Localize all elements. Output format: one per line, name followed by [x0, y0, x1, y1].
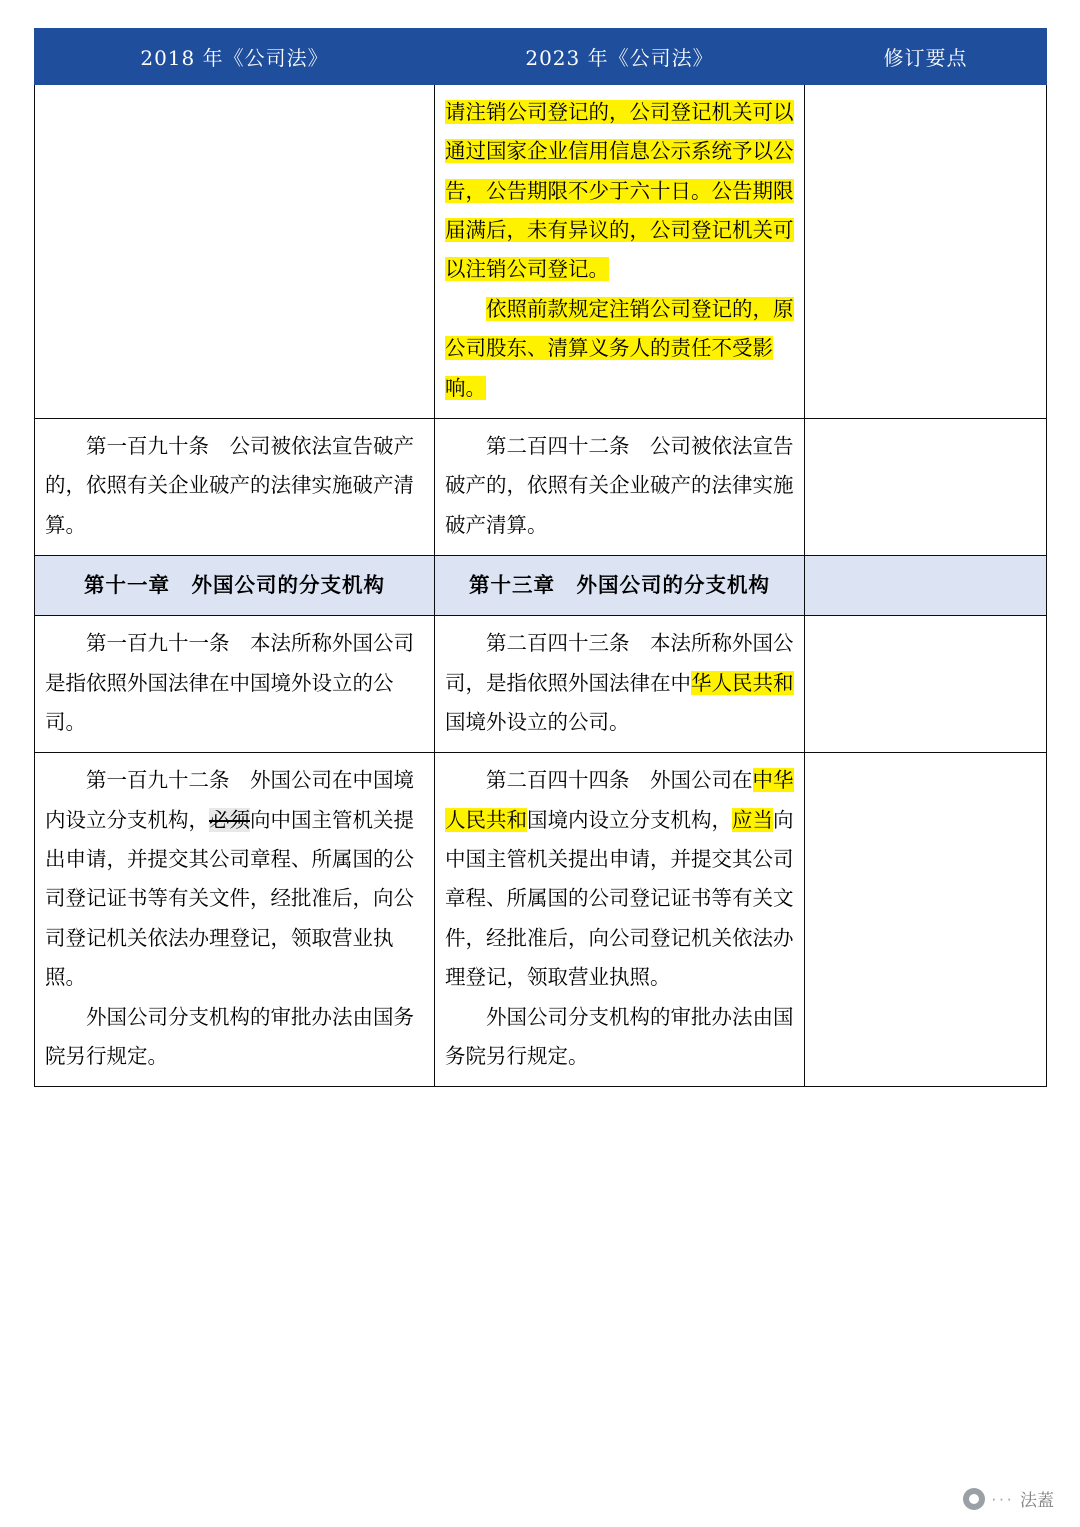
cell-old-law — [35, 616, 435, 753]
cell-old-law — [35, 85, 435, 419]
table-row — [35, 616, 1047, 753]
text-run: 第二百四十四条 外国公司在 — [486, 768, 753, 793]
highlighted-text: 请注销公司登记的，公司登记机关可以通过国家企业信用信息公示系统予以公告，公告期限不少于六十日。公告期限届满后，未有异议的，公司登记机关可以注销公司登记。 — [445, 100, 794, 282]
cell-new-chapter: 第十三章 外国公司的分支机构 — [435, 555, 805, 615]
comparison-table — [34, 28, 1047, 1087]
paragraph: 外国公司分支机构的审批办法由国务院另行规定。 — [445, 1004, 794, 1068]
logo-icon — [963, 1488, 985, 1510]
paragraph: 第一百九十条 公司被依法宣告破产的，依照有关企业破产的法律实施破产清算。 — [45, 433, 414, 537]
watermark-label: 法蓋 — [1020, 1491, 1054, 1510]
table-body — [35, 85, 1047, 1087]
paragraph: 第一百九十一条 本法所称外国公司是指依照外国法律在中国境外设立的公司。 — [45, 631, 414, 735]
text-run: 国境外设立的公司。 — [445, 710, 630, 735]
paragraph — [445, 624, 794, 742]
watermark-dots: ··· — [991, 1488, 1014, 1508]
text-run: 向中国主管机关提出申请，并提交其公司章程、所属国的公司登记证书等有关文件，经批准后，向公司登记机关依法办理登记，领取营业执照。 — [445, 807, 794, 990]
cell-new-law — [435, 616, 805, 753]
column-header-new-law: 2023 年《公司法》 — [435, 29, 805, 85]
text-run: 第一百九十二条 外国公司在中国境内设立分支机构， — [45, 768, 414, 832]
paragraph: 第二百四十二条 公司被依法宣告破产的，依照有关企业破产的法律实施破产清算。 — [445, 433, 794, 537]
table-row — [35, 85, 1047, 419]
column-header-old-law: 2018 年《公司法》 — [35, 29, 435, 85]
cell-revision-points — [805, 616, 1047, 753]
text-run: 向中国主管机关提出申请，并提交其公司章程、所属国的公司登记证书等有关文件，经批准后，向公司登记机关依法办理登记，领取营业执照。 — [45, 807, 414, 990]
column-header-revision-points: 修订要点 — [805, 29, 1047, 85]
cell-new-law — [435, 418, 805, 555]
struck-text: 必须 — [209, 807, 250, 832]
watermark — [963, 1486, 1054, 1511]
table-row-chapter — [35, 555, 1047, 615]
cell-old-law — [35, 753, 435, 1087]
highlighted-text: 中华人民共和 — [445, 768, 794, 832]
cell-revision-points — [805, 753, 1047, 1087]
cell-new-law — [435, 753, 805, 1087]
highlighted-text: 依照前款规定注销公司登记的，原公司股东、清算义务人的责任不受影响。 — [445, 296, 794, 400]
paragraph — [445, 761, 794, 997]
cell-old-chapter: 第十一章 外国公司的分支机构 — [35, 555, 435, 615]
table-header-row — [35, 29, 1047, 85]
cell-revision-points — [805, 85, 1047, 419]
table-row — [35, 753, 1047, 1087]
cell-revision-points — [805, 418, 1047, 555]
cell-new-law — [435, 85, 805, 419]
paragraph — [445, 290, 794, 408]
text-run: 第二百四十三条 本法所称外国公司，是指依照外国法律在中 — [445, 631, 794, 695]
paragraph: 外国公司分支机构的审批办法由国务院另行规定。 — [45, 1004, 414, 1068]
highlighted-text: 应当 — [732, 807, 773, 832]
cell-revision-points — [805, 555, 1047, 615]
paragraph — [45, 761, 424, 997]
text-run: 国境内设立分支机构， — [527, 807, 732, 832]
highlighted-text: 华人民共和 — [691, 670, 794, 695]
table-row — [35, 418, 1047, 555]
cell-old-law — [35, 418, 435, 555]
paragraph — [445, 93, 794, 290]
